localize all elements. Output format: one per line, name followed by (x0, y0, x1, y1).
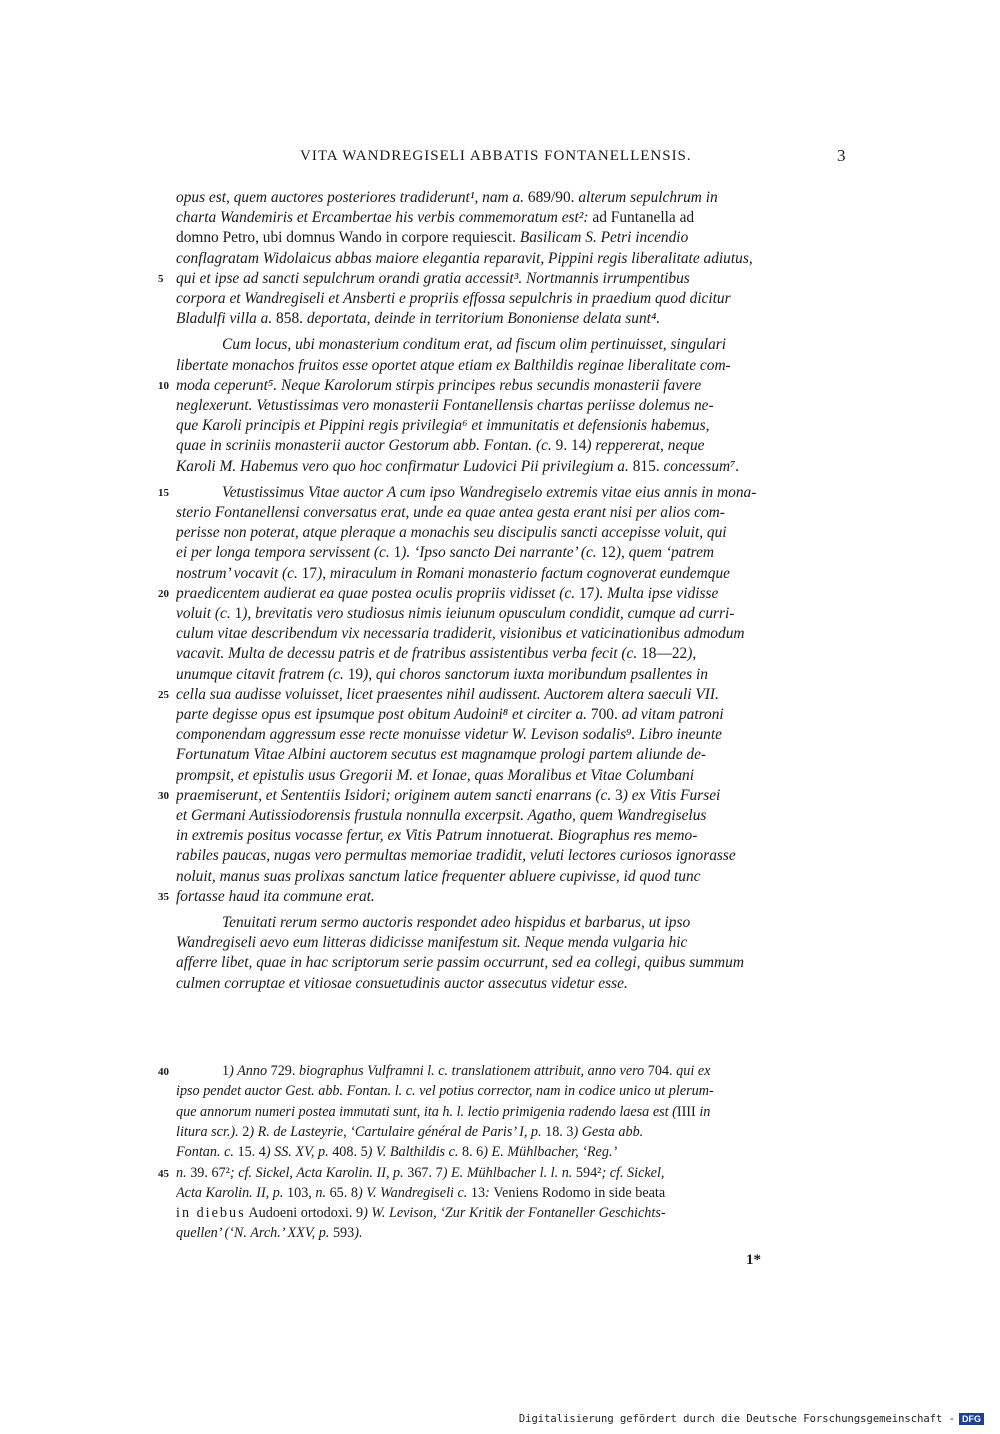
text-segment: ) E. Mühlbacher l. l. n. (442, 1164, 576, 1181)
footnote-line (176, 1204, 848, 1223)
line-number: 30 (158, 789, 169, 802)
text-segment: 13 (470, 1184, 486, 1201)
text-segment: 19 (347, 665, 364, 683)
footnote-line (176, 1103, 848, 1122)
text-line (176, 685, 848, 705)
line-number: 25 (158, 688, 169, 701)
line-number: 5 (158, 272, 164, 285)
text-segment: et Germani Autissiodorensis frustula nonnulla excerpsit. Agatho, quem Wandregiselus (176, 807, 707, 824)
text-segment: 594² (575, 1164, 602, 1181)
text-segment: Karoli M. Habemus vero quo hoc confirmatur Ludovici Pii privilegium a. (176, 457, 633, 475)
text-segment: 15. (237, 1144, 256, 1161)
text-line (176, 188, 848, 208)
text-segment: praedicentem audierat ea quae postea oculis propriis vidisset (c. (176, 584, 579, 602)
text-segment: culmen corruptae et vitiosae consuetudinis auctor assecutus videtur esse. (176, 974, 628, 992)
text-segment: nostrum’ vocavit (c. (176, 564, 302, 582)
text-line (176, 416, 848, 436)
text-line (176, 786, 848, 806)
text-segment: 1 (234, 605, 243, 622)
text-segment: ) ex Vitis Fursei (622, 786, 721, 804)
text-line (176, 228, 848, 248)
text-segment: 18—22 (641, 645, 688, 663)
text-line (176, 665, 848, 685)
text-line (176, 376, 848, 396)
text-segment: conflagratam Widolaicus abbas maiore elegantia reparavit, Pippini regis liberalitate adiutus, (176, 249, 753, 267)
text-segment: 12 (600, 544, 616, 562)
text-segment: componendam aggressum esse recte monuisse videtur W. Levison sodalis⁹. Libro ineunte (176, 726, 722, 744)
text-segment: ), miraculum in Romani monasterio factum cognoverat eundemque (317, 564, 730, 582)
text-segment: 2 (242, 1123, 250, 1140)
text-line (176, 436, 848, 456)
text-segment: ; cf. Sickel, (601, 1164, 665, 1181)
text-segment: 593 (332, 1225, 355, 1242)
text-segment: 6 (476, 1144, 484, 1161)
footnote-line (176, 1184, 848, 1203)
text-line (176, 624, 848, 644)
text-segment: neglexerunt. Vetustissimas vero monasterii Fontanellensis chartas periisse dolemus ne- (176, 397, 714, 414)
text-segment: : (485, 1184, 494, 1201)
text-segment: perisse non poterat, atque pleraque a monachis seu discipulis sancti accepisse voluit, qui (176, 524, 727, 542)
text-segment: ) Anno (229, 1063, 271, 1079)
text-line (176, 503, 848, 523)
text-segment: 1 (393, 544, 402, 562)
text-segment: parte degisse opus est ipsumque post obitum Audoini⁸ et circiter a. (176, 706, 591, 723)
text-segment: alterum sepulchrum in (574, 189, 718, 206)
text-segment: ad vitam patroni (617, 706, 724, 723)
running-title: VITA WANDREGISELI ABBATIS FONTANELLENSIS. (300, 148, 692, 164)
text-segment: 408. (332, 1144, 358, 1161)
text-line (176, 208, 848, 228)
page-number: 3 (837, 146, 846, 165)
text-segment: praemiserunt, et Sententiis Isidori; originem autem sancti enarrans (c. (176, 786, 616, 804)
text-segment: 858. (276, 310, 303, 328)
text-segment: IIII (676, 1103, 696, 1120)
text-segment: ). Multa ipse vidisse (594, 584, 719, 602)
text-line (176, 887, 848, 907)
text-line (176, 644, 848, 664)
text-line (176, 269, 848, 289)
text-segment: fortasse haud ita commune erat. (176, 887, 375, 905)
text-segment: Acta Karolin. II, p. (176, 1184, 287, 1201)
text-segment: ipso pendet auctor Gest. abb. Fontan. l. c. vel potius corrector, nam in codice unico ut plerum- (176, 1083, 714, 1100)
text-segment: Wandregiseli aevo eum litteras didicisse manifestum sit. Neque menda vulgaria hic (176, 934, 688, 952)
text-segment: quellen’ (‘N. Arch.’ XXV, p. (176, 1225, 333, 1242)
text-segment: ). (354, 1225, 363, 1242)
text-segment: ; cf. Sickel, Acta Karolin. II, p. (229, 1164, 408, 1181)
text-segment: que Karoli principis et Pippini regis privilegia⁶ et immunitatis et defensionis habemus, (176, 417, 710, 435)
text-segment: cella sua audisse voluisset, licet praesentes nihil audissent. Auctorem altera saeculi VII. (176, 685, 719, 703)
text-segment: rabiles paucas, nugas vero permultas memoriae tradidit, veluti lectores curiosos ignorasse (176, 847, 736, 865)
footnote-line (176, 1164, 848, 1183)
text-segment: culum vitae describendum vix necessaria tradiderit, visionibus et vaticinationibus admodum (176, 625, 745, 643)
text-segment: qui et ipse ad sancti sepulchrum orandi gratia accessit³. Nortmannis irrumpentibus (176, 269, 690, 287)
text-segment: afferre libet, quae in hac scriptorum serie passim occurrunt, sed ea collegi, quibus summum (176, 954, 744, 972)
text-line (176, 249, 848, 269)
text-segment: quae in scriniis monasterii auctor Gestorum abb. Fontan. (c. (176, 437, 556, 455)
text-segment: ), quem ‘patrem (615, 544, 715, 562)
text-segment: ei per longa tempora servissent (c. (176, 544, 394, 562)
text-segment: Tenuitati rerum sermo auctoris respondet adeo hispidus et barbarus, ut ipso (222, 914, 691, 931)
text-segment: 65. (329, 1184, 348, 1201)
text-line (176, 457, 848, 477)
text-segment: 9 (355, 1205, 364, 1222)
text-line (176, 309, 848, 329)
text-line (176, 396, 848, 416)
text-segment: in (695, 1103, 711, 1120)
text-segment: ad Funtanella ad (592, 209, 695, 227)
text-line (176, 523, 848, 543)
text-segment: noluit, manus suas prolixas sanctum latice frequenter abluere cupivisse, id quod tunc (176, 867, 701, 885)
text-line (176, 766, 848, 786)
text-segment: Basilicam S. Petri incendio (516, 229, 689, 247)
text-segment: opus est, quem auctores posteriores tradiderunt¹, nam a. (176, 189, 528, 206)
text-segment: 17 (301, 564, 318, 582)
text-segment: 3 (615, 786, 623, 804)
line-number: 20 (158, 587, 169, 600)
text-line (176, 604, 848, 624)
text-line (222, 483, 848, 503)
text-segment: in diebus (176, 1205, 246, 1222)
text-segment: ) reppererat, neque (586, 437, 705, 455)
signature-mark: 1* (746, 1252, 761, 1268)
text-segment: Fortunatum Vitae Albini auctorem secutus est magnamque prologi partem aliunde de- (176, 746, 707, 764)
text-segment: sterio Fontanellensi conversatus erat, unde ea quae antea gesta erant nisi per alios com- (176, 504, 725, 521)
footnote-line (176, 1143, 848, 1162)
text-segment: ) E. Mühlbacher, ‘Reg.’ (483, 1144, 618, 1161)
text-segment: concessum⁷. (659, 457, 740, 475)
text-line (222, 913, 848, 933)
text-segment: ). ‘Ipso sancto Dei narrante’ (c. (401, 544, 601, 562)
text-segment: deportata, deinde in territorium Bononiense delata sunt⁴. (302, 310, 661, 328)
line-number: 10 (158, 379, 169, 392)
text-line (176, 806, 848, 826)
text-line (176, 356, 848, 376)
text-segment: litura scr.). (176, 1123, 243, 1140)
text-segment: libertate monachos fruitos esse oportet atque etiam ex Balthildis reginae liberalitate com- (176, 356, 731, 374)
text-segment: , n. (308, 1184, 330, 1201)
text-line (176, 543, 848, 563)
text-segment: domno Petro, ubi domnus Wando in corpore requiescit. (176, 229, 517, 247)
text-line (176, 564, 848, 584)
text-line (176, 584, 848, 604)
line-number: 40 (158, 1066, 169, 1078)
line-number: 35 (158, 890, 169, 903)
text-segment: Cum locus, ubi monasterium conditum erat, ad fiscum olim pertinuisset, singulari (222, 336, 727, 354)
text-segment: vacavit. Multa de decessu patris et de fratribus assistentibus verba fecit (c. (176, 645, 642, 663)
text-line (176, 705, 848, 725)
text-segment: ), qui choros sanctorum iuxta moribundum psallentes in (363, 665, 708, 683)
footnote-line (176, 1082, 848, 1101)
text-segment: 8 (350, 1184, 358, 1201)
text-segment: ), (687, 645, 697, 663)
text-segment: 700. (590, 706, 618, 723)
text-segment: moda ceperunt⁵. Neque Karolorum stirpis principes rebus secundis monasterii favere (176, 376, 702, 394)
dfg-notice: Digitalisierung gefördert durch die Deutsche Forschungsgemeinschaft - (518, 1413, 955, 1425)
text-line (176, 826, 848, 846)
text-line (176, 974, 848, 994)
text-segment: ) W. Levison, ‘Zur Kritik der Fontaneller Geschichts- (363, 1205, 666, 1222)
text-segment: ) R. de Lasteyrie, ‘Cartulaire général de Paris’ I, p. (249, 1123, 546, 1140)
text-segment: voluit (c. (176, 605, 235, 622)
text-segment: 39. 67² (190, 1164, 230, 1181)
text-segment: unumque citavit fratrem (c. (176, 665, 348, 683)
footnote-line (176, 1224, 848, 1243)
text-line (222, 335, 848, 355)
text-segment: biographus Vulframni l. c. translationem attribuit, anno vero (295, 1063, 648, 1079)
text-segment: 704. (647, 1063, 673, 1079)
text-segment: ) V. Balthildis c. (367, 1144, 462, 1161)
text-segment: que annorum numeri postea immutati sunt, ita h. l. lectio primigenia radendo laesa est ( (176, 1103, 677, 1120)
dfg-footer (518, 1412, 984, 1426)
text-segment: 1 (222, 1063, 230, 1079)
text-segment: Bladulfi villa a. (176, 310, 277, 328)
text-segment: 8. (461, 1144, 473, 1161)
text-line (176, 953, 848, 973)
text-segment: 815. (632, 457, 660, 475)
text-segment: prompsit, et epistulis usus Gregorii M. et Ionae, quas Moralibus et Vitae Columbani (176, 766, 694, 784)
text-segment: 367. (407, 1164, 433, 1181)
text-segment: 18. (545, 1123, 563, 1140)
text-segment: ) V. Wandregiseli c. (357, 1184, 471, 1201)
text-segment: 689/90. (527, 189, 575, 206)
text-line (176, 289, 848, 309)
text-segment: Fontan. c. (176, 1144, 238, 1161)
line-number: 45 (158, 1167, 169, 1180)
text-segment: 9. 14 (555, 437, 587, 455)
text-segment: 103 (287, 1184, 309, 1201)
footnote-line (222, 1062, 848, 1081)
text-segment: Veniens Rodomo in side beata (493, 1184, 666, 1201)
line-number: 15 (158, 486, 169, 499)
text-segment: charta Wandemiris et Ercambertae his verbis commemoratum est²: (176, 209, 593, 227)
text-line (176, 745, 848, 765)
text-line (176, 846, 848, 866)
text-line (176, 867, 848, 887)
text-segment: 5 (360, 1144, 368, 1161)
text-segment: 17 (578, 584, 595, 602)
dfg-logo: DFG (959, 1413, 984, 1425)
text-line (176, 725, 848, 745)
text-segment: 4 (258, 1144, 266, 1161)
text-segment: 7 (435, 1164, 443, 1181)
text-segment: qui ex (672, 1063, 711, 1079)
text-segment: in extremis positus vocasse fertur, ex Vitis Patrum innotuerat. Biographus res memo- (176, 827, 698, 845)
text-segment: ) SS. XV, p. (265, 1144, 333, 1161)
text-line (176, 933, 848, 953)
footnote-line (176, 1123, 848, 1142)
text-segment: ), brevitatis vero studiosus nimis ieiunum opusculum condidit, cumque ad curri- (242, 605, 735, 622)
text-segment: n. (176, 1164, 191, 1181)
text-segment: Audoeni ortodoxi. (245, 1205, 353, 1222)
text-segment: Vetustissimus Vitae auctor A cum ipso Wandregiselo extremis vitae eius annis in mona- (222, 483, 757, 501)
text-segment: ) Gesta abb. (573, 1123, 644, 1140)
text-segment: 3 (566, 1123, 574, 1140)
text-segment: 729. (270, 1063, 296, 1079)
text-segment: corpora et Wandregiseli et Ansberti e propriis effossa sepulchris in praedium quod dicitur (176, 290, 731, 307)
